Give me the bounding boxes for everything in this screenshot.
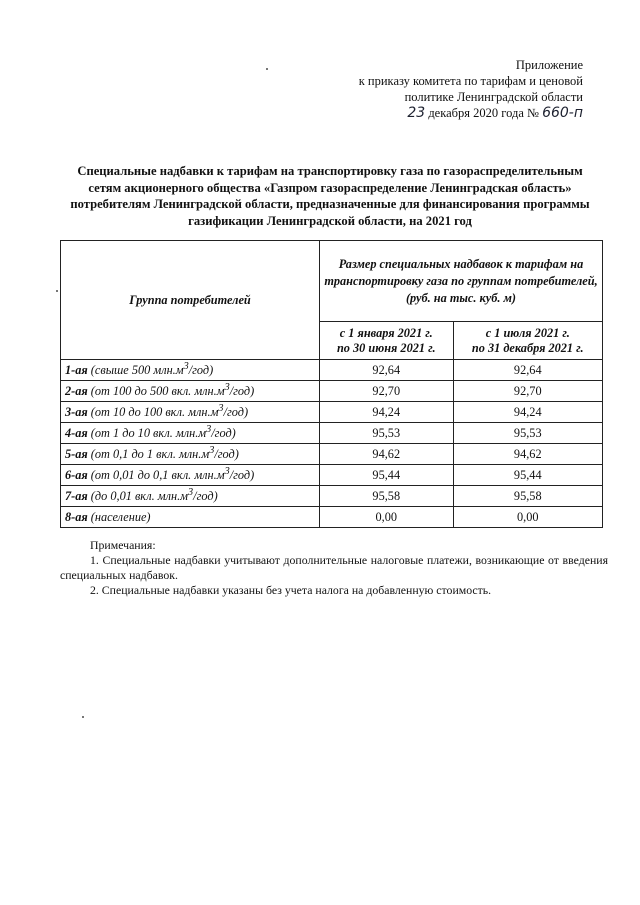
appendix-order-ref: к приказу комитета по тарифам и ценовой (358, 74, 583, 88)
handwritten-day: 23 (407, 105, 426, 121)
group-cell: 7-ая (до 0,01 вкл. $млн.м^3/год$) (61, 486, 320, 507)
value-period-1: 92,64 (320, 360, 454, 381)
value-period-1: 94,62 (320, 444, 454, 465)
notes-block (60, 538, 608, 598)
value-period-2: 95,44 (453, 465, 602, 486)
note-item-2: 2. Специальные надбавки указаны без учета налога на добавленную стоимость. (90, 583, 492, 597)
header-period-1: с 1 января 2021 г. по 30 июня 2021 г. (320, 322, 454, 360)
header-surcharge-size: Размер специальных надбавок к тарифам на транспортировку газа по группам потребителей, (руб. на тыс. куб. м) (320, 241, 603, 322)
header-consumer-group: Группа потребителей (61, 241, 320, 360)
table-row (61, 507, 603, 528)
value-period-1: 94,24 (320, 402, 454, 423)
title-line-4: газификации Ленинградской области, на 2021 год (188, 213, 472, 228)
group-cell: 4-ая (от 1 до 10 вкл. $млн.м^3/год$) (61, 423, 320, 444)
value-period-1: 92,70 (320, 381, 454, 402)
document-title (52, 163, 608, 229)
table-row (61, 381, 603, 402)
table-row (61, 402, 603, 423)
title-line-1: Специальные надбавки к тарифам на транспортировку газа по газораспределительным (77, 164, 583, 178)
handwritten-order-number: 660-п (542, 105, 583, 121)
table-row (61, 444, 603, 465)
scan-speck (82, 716, 84, 718)
header-period-2: с 1 июля 2021 г. по 31 декабря 2021 г. (453, 322, 602, 360)
group-cell: 1-ая (свыше 500 $млн.м^3/год$) (61, 360, 320, 381)
value-period-2: 95,58 (453, 486, 602, 507)
tariffs-table (60, 240, 603, 528)
group-cell: 5-ая (от 0,1 до 1 вкл. $млн.м^3/год$) (61, 444, 320, 465)
appendix-title: Приложение (515, 58, 583, 72)
group-cell: 6-ая (от 0,01 до 0,1 вкл. $млн.м^3/год$) (61, 465, 320, 486)
appendix-block (283, 57, 583, 121)
table-row (61, 465, 603, 486)
notes-heading: Примечания: (90, 538, 156, 552)
title-line-2: сетям акционерного общества «Газпром газораспределение Ленинградская область» (88, 180, 572, 195)
table-header-row (61, 241, 603, 322)
value-period-2: 95,53 (453, 423, 602, 444)
group-cell: 3-ая (от 10 до 100 вкл. $млн.м^3/год$) (61, 402, 320, 423)
value-period-1: 95,58 (320, 486, 454, 507)
appendix-date-text: декабря 2020 года № (425, 106, 543, 120)
appendix-date-line (283, 105, 583, 121)
group-cell: 8-ая (население) (61, 507, 320, 528)
value-period-1: 95,53 (320, 423, 454, 444)
title-line-3: потребителям Ленинградской области, предназначенные для финансирования программы (70, 197, 590, 212)
value-period-1: 0,00 (320, 507, 454, 528)
table-row (61, 486, 603, 507)
scan-speck (266, 68, 268, 70)
value-period-2: 92,70 (453, 381, 602, 402)
table-row (61, 360, 603, 381)
value-period-2: 92,64 (453, 360, 602, 381)
note-item-1: 1. Специальные надбавки учитывают дополнительные налоговые платежи, возникающие от введения специальных надбавок. (60, 553, 608, 582)
scan-speck (56, 290, 58, 292)
appendix-committee: политике Ленинградской области (404, 90, 583, 104)
value-period-2: 0,00 (453, 507, 602, 528)
group-cell: 2-ая (от 100 до 500 вкл. $млн.м^3/год$) (61, 381, 320, 402)
table-row (61, 423, 603, 444)
value-period-2: 94,62 (453, 444, 602, 465)
value-period-2: 94,24 (453, 402, 602, 423)
value-period-1: 95,44 (320, 465, 454, 486)
